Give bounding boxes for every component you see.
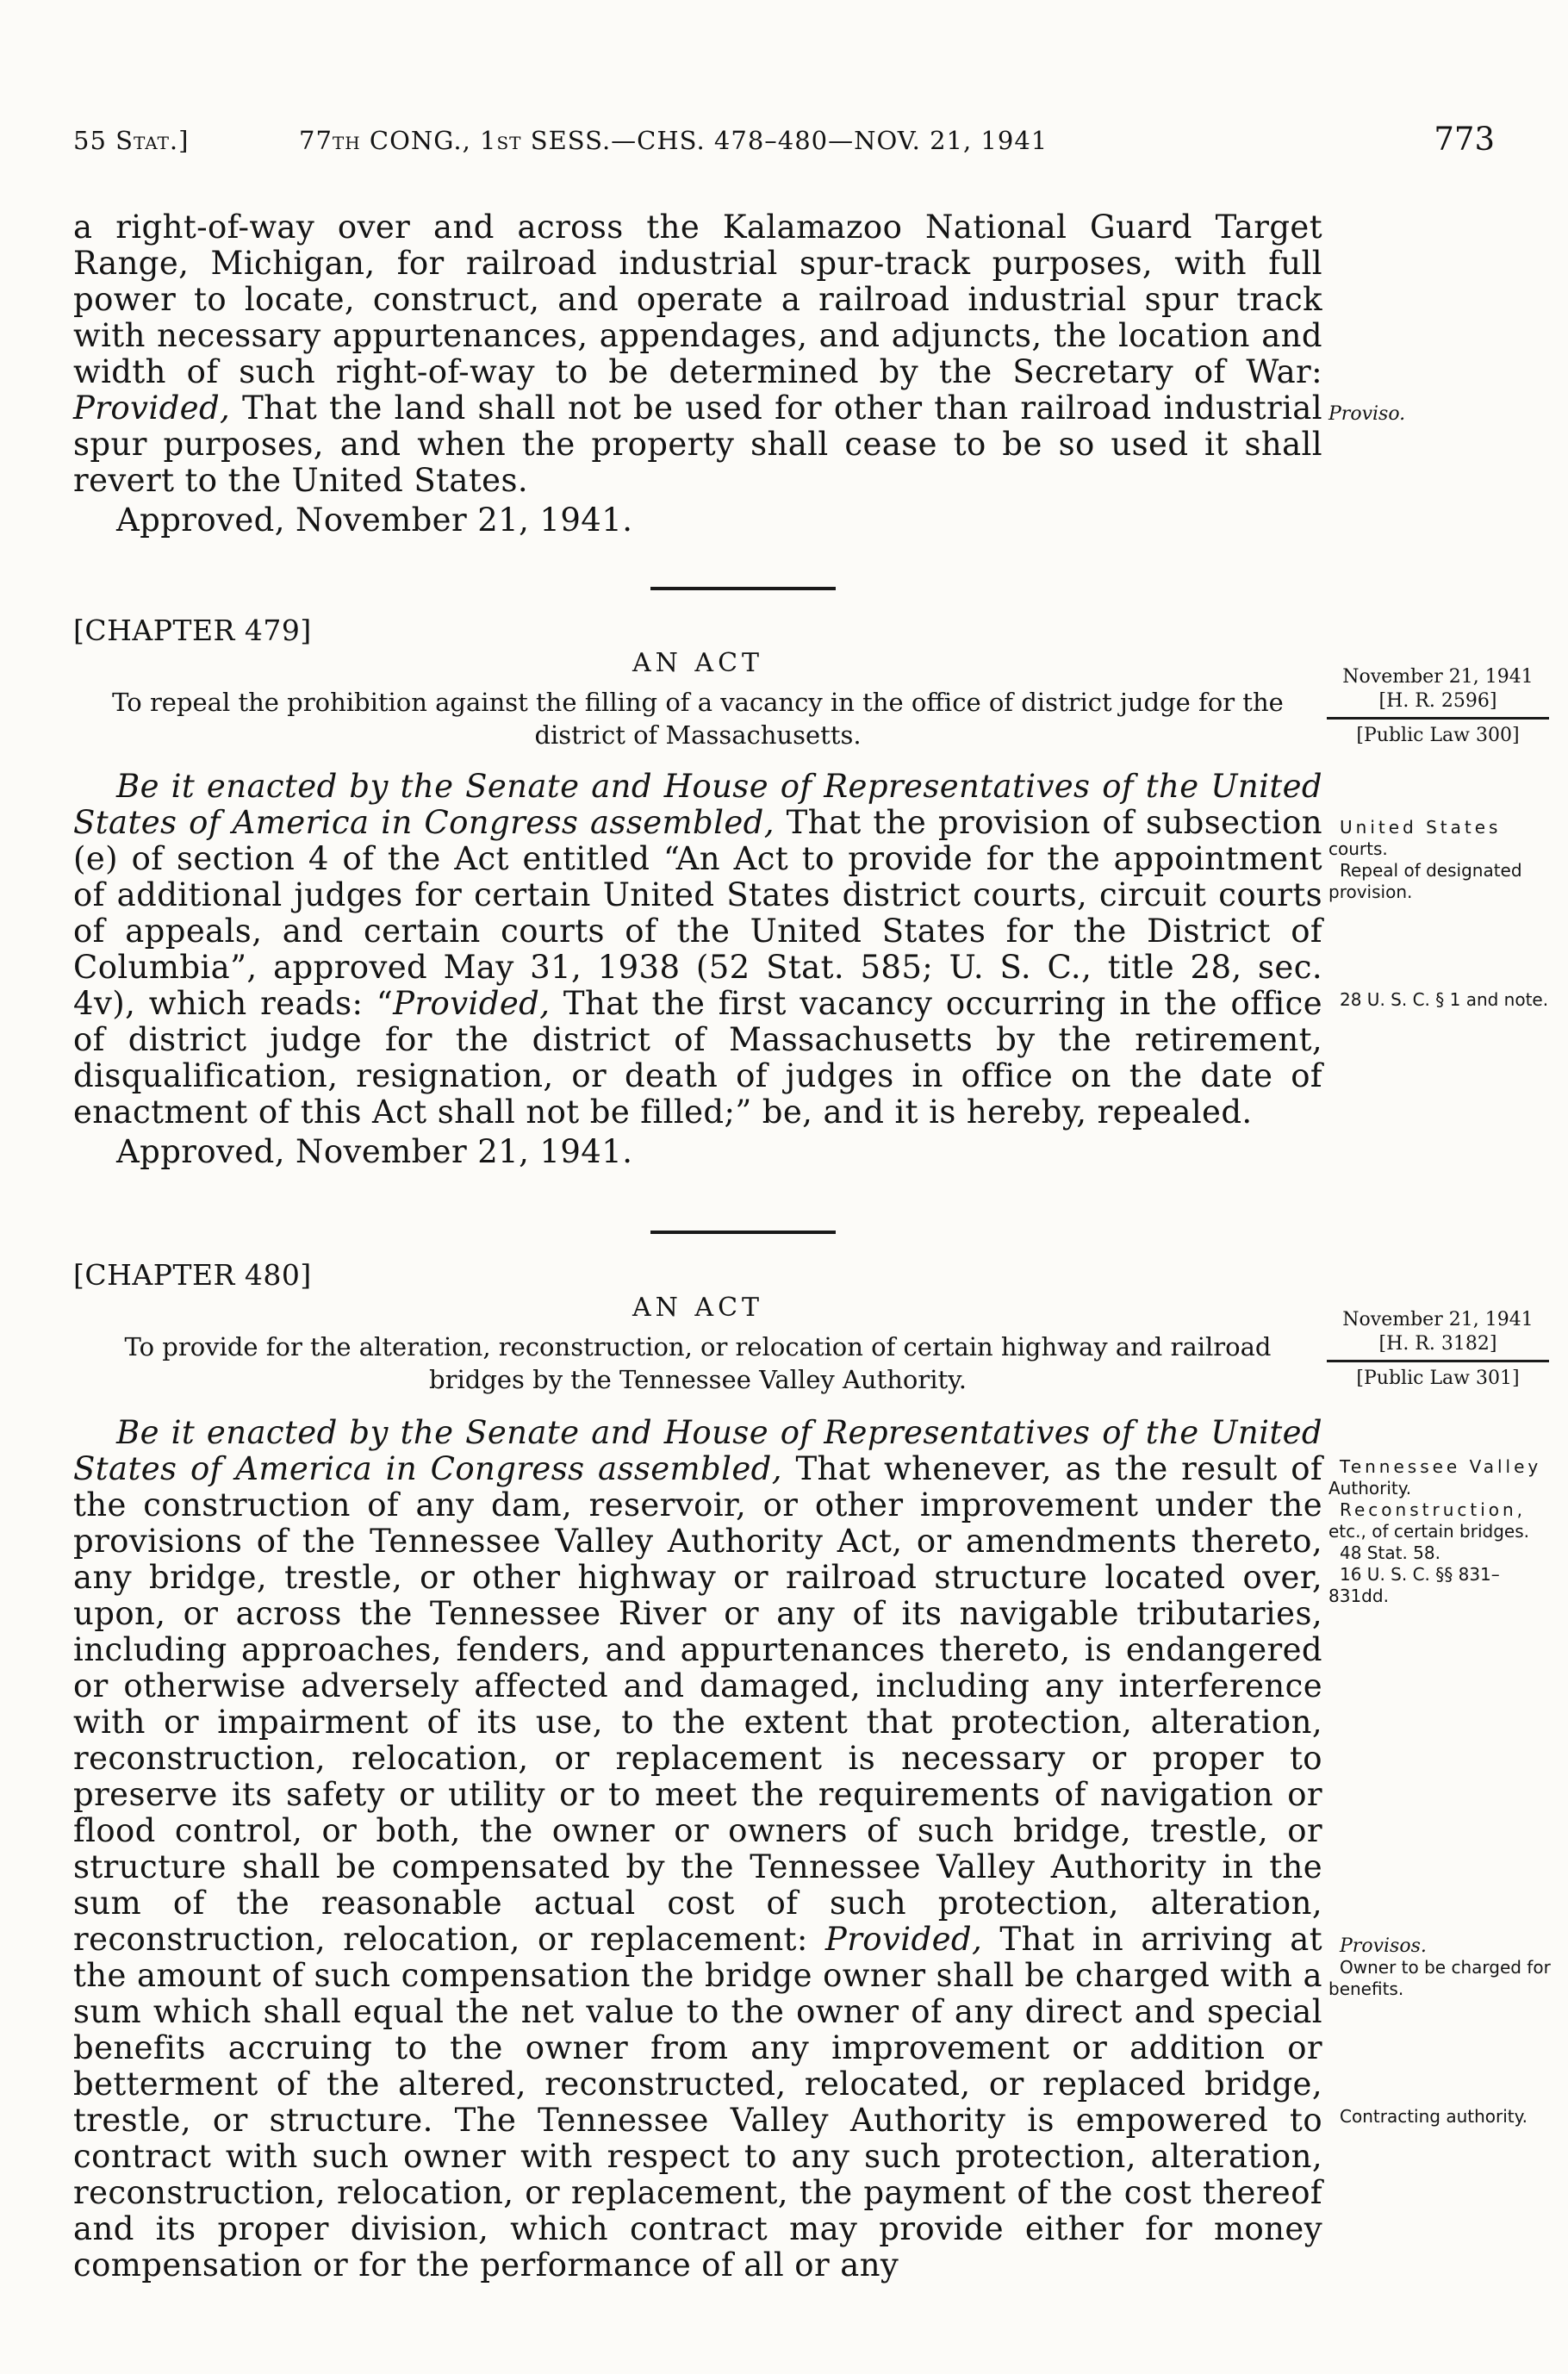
chapter-480-body [73,1415,1322,2284]
margin-note-text: United States courts. [1328,817,1502,859]
margin-date-block-480 [1327,1308,1549,1391]
public-law-480: [Public Law 301] [1356,1368,1520,1389]
margin-note-contracting [1328,2106,1559,2128]
margin-note-proviso: Proviso. [1328,403,1406,425]
chapter-479-label: [CHAPTER 479] [73,614,312,647]
chapter-480-label: [CHAPTER 480] [73,1258,312,1292]
act-date-480: November 21, 1941 [1342,1309,1534,1330]
bill-number-479: [H. R. 2596] [1327,689,1549,720]
margin-note-text: Provisos. [1340,1935,1427,1957]
session-chapter-heading: 77th CONG., 1st SESS.—CHS. 478–480—NOV. 21, 1941 [299,126,1048,155]
section-divider [650,587,836,590]
margin-note-text: Contracting authority. [1340,2106,1528,2127]
running-header [73,121,1529,160]
margin-note-text: Tennessee Valley Authority. [1328,1456,1542,1499]
margin-note-text: 48 Stat. 58. [1340,1542,1440,1563]
section-divider [650,1231,836,1234]
margin-note-text: Repeal of designated provision. [1328,860,1522,902]
page-number: 773 [1434,121,1495,158]
margin-note-courts [1328,817,1559,903]
chapter-478-continuation [73,209,1322,539]
approval-line: Approved, November 21, 1941. [116,502,633,539]
margin-note-text: 16 U. S. C. §§ 831–831dd. [1328,1564,1500,1606]
statute-body-paragraph: Be it enacted by the Senate and House of Representatives of the United States of America in Congress assembled, That whenever, as the result of the construction of any dam, reservoir, or other improvement under the provisions of the Tennessee Valley Authority Act, or amendments thereto, any bridge, trestle, or other highway or railroad structure located over, upon, or across the Tennessee River or any of its navigable tributaries, including approaches, fenders, and appurtenances thereto, is endangered or otherwise adversely affected and damaged, including any interference with or impairment of its use, to the extent that protection, alteration, reconstruction, relocation, or replacement is necessary or proper to preserve its safety or utility or to meet the requirements of navigation or flood control, or both, the owner or owners of such bridge, trestle, or structure shall be compensated by the Tennessee Valley Authority in the sum of the reasonable actual cost of such protection, alteration, reconstruction, relocation, or replacement: Provided, That in arriving at the amount of such compensation the bridge owner shall be charged with a sum which shall equal the net value to the owner of any direct and special benefits accruing to the owner from any improvement or addition or betterment of the altered, reconstructed, relocated, or replaced bridge, trestle, or structure. The Tennessee Valley Authority is empowered to contract with such owner with respect to any such protection, alteration, reconstruction, relocation, or replacement, the payment of the cost thereof and its proper division, which contract may provide either for money compensation or for the performance of all or any [73,1414,1323,2284]
margin-note-text: 28 U. S. C. § 1 and note. [1340,989,1549,1010]
margin-date-block-479 [1327,665,1549,748]
margin-note-provisos [1328,1935,1559,2000]
an-act-heading-480: AN ACT [632,1293,764,1323]
statute-body-paragraph: a right-of-way over and across the Kalamazoo National Guard Target Range, Michigan, for railroad industrial spur-track purposes, with full power to locate, construct, and operate a railroad industrial spur track with necessary appurtenances, appendages, and adjuncts, the location and width of such right-of-way to be determined by the Secretary of War: Provided, That the land shall not be used for other than railroad industrial spur purposes, and when the property shall cease to be so used it shall revert to the United States. [73,209,1322,499]
margin-note-text: Reconstruction, etc., of certain bridges. [1328,1499,1530,1542]
act-date-479: November 21, 1941 [1342,666,1534,688]
volume-citation: 55 Stat.] [73,126,190,155]
margin-note-text: Owner to be charged for benefits. [1328,1957,1551,1999]
statute-body-paragraph: Be it enacted by the Senate and House of Representatives of the United States of America in Congress assembled, That the provision of subsection (e) of section 4 of the Act entitled “An Act to provide for the appointment of additional judges for certain United States district courts, circuit courts of appeals, and certain courts of the United States for the District of Columbia”, approved May 31, 1938 (52 Stat. 585; U. S. C., title 28, sec. 4v), which reads: “Provided, That the first vacancy occurring in the office of district judge for the district of Massachusetts by the retirement, disqualification, resignation, or death of judges in office on the date of enactment of this Act shall not be filled;” be, and it is hereby, repealed. [73,768,1322,1131]
margin-note-tva [1328,1456,1559,1607]
chapter-479-body [73,769,1322,1170]
act-title-479: To repeal the prohibition against the filling of a vacancy in the office of district judge for the district of Massachusetts. [112,688,1284,750]
an-act-heading-479: AN ACT [632,648,764,678]
approval-line: Approved, November 21, 1941. [116,1133,633,1170]
public-law-479: [Public Law 300] [1356,725,1520,746]
bill-number-480: [H. R. 3182] [1327,1332,1549,1362]
margin-note-usc-479 [1328,989,1559,1011]
act-title-480: To provide for the alteration, reconstruction, or relocation of certain highway and railroad bridges by the Tennessee Valley Authority. [124,1332,1272,1394]
